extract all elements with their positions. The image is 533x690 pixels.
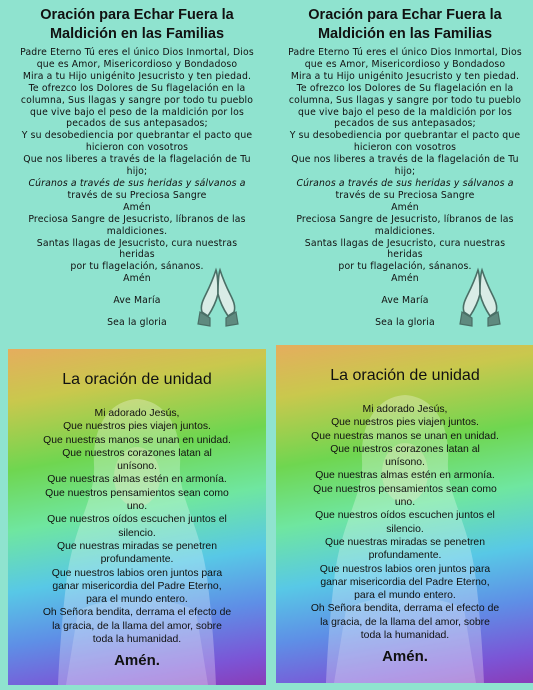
- prayer-line: hijo;: [126, 166, 148, 178]
- unity-line: Oh Señora bendita, derrama el efecto de: [42, 607, 232, 619]
- prayer-line: que es Amor, Misericordioso y Bondadoso: [304, 58, 506, 70]
- prayer-line: hicieron con vosotros: [85, 142, 189, 154]
- title-line: Maldición en las Familias: [317, 26, 493, 42]
- unity-prayer-text: [276, 403, 533, 642]
- prayer-line: Te ofrezco los Dolores de Su flagelación en la: [296, 82, 514, 94]
- prayer-card-curse: [276, 0, 533, 340]
- title-line: Maldición en las Familias: [49, 26, 225, 42]
- unity-line: unísono.: [117, 461, 157, 473]
- prayer-line: hijo;: [394, 166, 416, 178]
- prayer-line: heridas: [119, 249, 155, 261]
- prayer-line: Mira a tu Hijo unigénito Jesucristo y ten piedad.: [22, 70, 252, 82]
- unity-line: ganar misericordia del Padre Eterno,: [320, 576, 490, 588]
- prayer-line: Amén: [123, 273, 151, 285]
- unity-line: Que nuestros pensamientos sean como: [313, 483, 497, 495]
- unity-title: La oración de unidad: [330, 367, 480, 384]
- prayer-title: [8, 6, 266, 44]
- prayer-line: por tu flagelación, sánanos.: [70, 261, 204, 273]
- praying-hands-icon: [194, 266, 242, 328]
- unity-line: toda la humanidad.: [360, 630, 450, 642]
- unity-line: ganar misericordia del Padre Eterno,: [52, 580, 222, 592]
- unity-line: Que nuestras manos se unan en unidad.: [43, 434, 231, 446]
- title-line: Oración para Echar Fuera la: [40, 7, 234, 23]
- unity-line: para el mundo entero.: [354, 590, 456, 602]
- prayer-line: Cúranos a través de sus heridas y sálvanos a: [28, 177, 246, 189]
- unity-line: Oh Señora bendita, derrama el efecto de: [310, 603, 500, 615]
- unity-line: Mi adorado Jesús,: [94, 408, 180, 419]
- prayer-card-unity: [276, 345, 533, 683]
- prayer-line: maldiciones.: [106, 225, 168, 237]
- prayer-line: que vive bajo el peso de la maldición por los: [29, 106, 244, 118]
- prayer-line: Amén: [391, 201, 419, 213]
- unity-line: unísono.: [385, 457, 425, 469]
- prayer-line: Ave María: [381, 295, 429, 307]
- prayer-line: Sea la gloria: [107, 317, 167, 329]
- prayer-line: Santas llagas de Jesucristo, cura nuestras: [304, 237, 506, 249]
- prayer-line: Ave María: [113, 295, 161, 307]
- unity-line: Que nuestros pies viajen juntos.: [331, 417, 479, 429]
- prayer-line: Que nos liberes a través de la flagelación de Tu: [23, 154, 251, 166]
- prayer-line: Padre Eterno Tú eres el único Dios Inmortal, Dios: [288, 47, 522, 58]
- prayer-line: Amén: [391, 273, 419, 285]
- prayer-line: que vive bajo el peso de la maldición por los: [297, 106, 512, 118]
- unity-line: uno.: [394, 497, 416, 509]
- prayer-line: pecados de sus antepasados;: [66, 118, 208, 130]
- unity-title: La oración de unidad: [62, 371, 212, 388]
- prayer-line: Que nos liberes a través de la flagelación de Tu: [291, 154, 519, 166]
- prayer-line: Cúranos a través de sus heridas y sálvanos a: [296, 177, 514, 189]
- prayer-line: columna, Sus llagas y sangre por todo tu pueblo: [20, 94, 254, 106]
- prayer-line: Santas llagas de Jesucristo, cura nuestras: [36, 237, 238, 249]
- unity-line: toda la humanidad.: [92, 634, 182, 646]
- unity-line: profundamente.: [368, 550, 442, 562]
- prayer-line: maldiciones.: [374, 225, 436, 237]
- unity-line: silencio.: [118, 527, 156, 539]
- prayer-line: Y su desobediencia por quebrantar el pacto que: [289, 130, 521, 142]
- prayer-line: través de su Preciosa Sangre: [335, 189, 475, 201]
- prayer-line: por tu flagelación, sánanos.: [338, 261, 472, 273]
- unity-line: la gracia, de la llama del amor, sobre: [320, 616, 490, 628]
- unity-line: uno.: [126, 501, 148, 513]
- unity-line: silencio.: [386, 523, 424, 535]
- praying-hands-icon: [456, 266, 504, 328]
- amen-text: Amén.: [382, 648, 428, 666]
- unity-line: Que nuestros corazones latan al: [62, 447, 212, 459]
- unity-line: Que nuestras almas estén en armonía.: [47, 474, 227, 486]
- prayer-card-curse: [8, 0, 266, 340]
- unity-line: Que nuestros labios oren juntos para: [319, 563, 491, 575]
- unity-line: profundamente.: [100, 554, 174, 566]
- prayer-line: columna, Sus llagas y sangre por todo tu pueblo: [288, 94, 522, 106]
- prayer-line: Y su desobediencia por quebrantar el pacto que: [21, 130, 253, 142]
- unity-line: Que nuestros pies viajen juntos.: [63, 421, 211, 433]
- prayer-line: hicieron con vosotros: [353, 142, 457, 154]
- prayer-line: heridas: [387, 249, 423, 261]
- unity-line: Mi adorado Jesús,: [362, 404, 448, 415]
- prayer-line: Mira a tu Hijo unigénito Jesucristo y ten piedad.: [290, 70, 520, 82]
- unity-line: la gracia, de la llama del amor, sobre: [52, 620, 222, 632]
- prayer-line: Preciosa Sangre de Jesucristo, líbranos de las: [28, 213, 246, 225]
- unity-line: Que nuestros oídos escuchen juntos el: [47, 514, 227, 526]
- prayer-line: Padre Eterno Tú eres el único Dios Inmortal, Dios: [20, 47, 254, 58]
- unity-line: Que nuestras miradas se penetren: [57, 540, 217, 552]
- prayer-line: pecados de sus antepasados;: [334, 118, 476, 130]
- unity-prayer-text: [8, 407, 266, 646]
- unity-line: Que nuestras almas estén en armonía.: [315, 470, 495, 482]
- unity-line: Que nuestros corazones latan al: [330, 443, 480, 455]
- unity-line: Que nuestros oídos escuchen juntos el: [315, 510, 495, 522]
- amen-text: Amén.: [114, 652, 160, 670]
- prayer-card-unity: [8, 349, 266, 685]
- title-line: Oración para Echar Fuera la: [308, 7, 502, 23]
- prayer-line: Te ofrezco los Dolores de Su flagelación en la: [28, 82, 246, 94]
- prayer-title: [276, 6, 533, 44]
- prayer-line: que es Amor, Misericordioso y Bondadoso: [36, 58, 238, 70]
- prayer-line: Amén: [123, 201, 151, 213]
- prayer-line: Preciosa Sangre de Jesucristo, líbranos de las: [296, 213, 514, 225]
- unity-line: Que nuestras manos se unan en unidad.: [311, 430, 499, 442]
- prayer-line: través de su Preciosa Sangre: [67, 189, 207, 201]
- unity-line: Que nuestros pensamientos sean como: [45, 487, 229, 499]
- unity-line: Que nuestras miradas se penetren: [325, 536, 485, 548]
- unity-line: para el mundo entero.: [86, 594, 188, 606]
- prayer-line: Sea la gloria: [375, 317, 435, 329]
- unity-line: Que nuestros labios oren juntos para: [51, 567, 223, 579]
